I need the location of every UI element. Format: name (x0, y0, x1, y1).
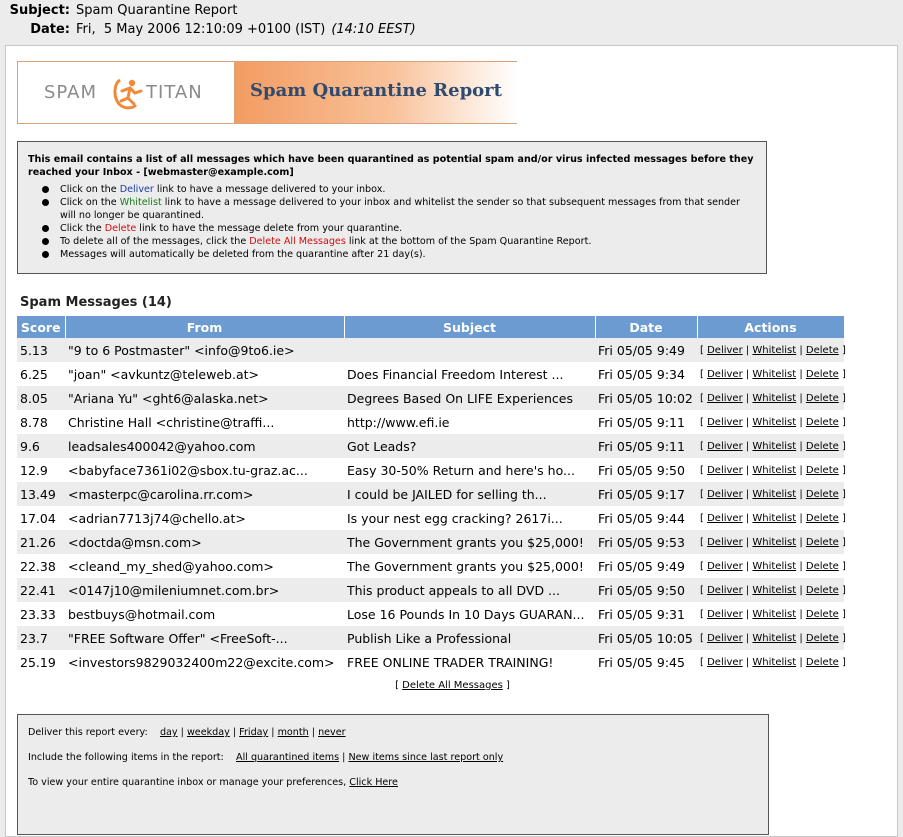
separator: | (796, 416, 806, 428)
from-cell: leadsales400042@yahoo.com (65, 434, 344, 458)
column-header-date: Date (595, 316, 697, 338)
separator: | (796, 464, 806, 476)
logo-text-spam: SPAM (44, 82, 97, 103)
bracket-text: ] (838, 344, 846, 356)
column-header-score: Score (17, 316, 65, 338)
instruction-item (28, 183, 756, 196)
whitelist-link[interactable]: Whitelist (752, 488, 797, 500)
separator: | (796, 392, 806, 404)
deliver-link[interactable]: Deliver (707, 344, 743, 356)
table-row (17, 578, 844, 602)
instruction-text: link to have a message delivered to your inbox. (153, 184, 386, 195)
bracket-text: [ (700, 536, 708, 548)
delete-link[interactable]: Delete (805, 560, 839, 572)
score-cell: 8.78 (17, 410, 65, 434)
bracket-text: [ (700, 344, 708, 356)
delete-link[interactable]: Delete (805, 464, 839, 476)
subject-cell: Easy 30-50% Return and here's ho... (344, 458, 595, 482)
from-cell: <adrian7713j74@chello.at> (65, 506, 344, 530)
logo-text-titan: TITAN (146, 82, 203, 103)
date-cell: Fri 05/05 9:34 (595, 362, 697, 386)
delete-all-row (6, 680, 899, 691)
instruction-text: Click the (60, 223, 105, 234)
table-row (17, 602, 844, 626)
table-row (17, 506, 844, 530)
spamtitan-logo (18, 62, 235, 123)
deliver-link[interactable]: Deliver (707, 440, 743, 452)
delete-link[interactable]: Delete (805, 608, 839, 620)
subject-cell: This product appeals to all DVD ... (344, 578, 595, 602)
date-cell: Fri 05/05 9:50 (595, 458, 697, 482)
actions-cell (697, 458, 844, 482)
instruction-text: Click on the (60, 197, 120, 208)
separator: | (742, 488, 753, 500)
separator: | (742, 608, 753, 620)
from-cell: <investors9829032400m22@excite.com> (65, 650, 344, 674)
score-cell: 17.04 (17, 506, 65, 530)
score-cell: 9.6 (17, 434, 65, 458)
separator: | (796, 608, 806, 620)
whitelist-link[interactable]: Whitelist (752, 440, 797, 452)
deliver-link[interactable]: Deliver (707, 560, 743, 572)
bracket-text: [ (700, 488, 708, 500)
subject-cell: FREE ONLINE TRADER TRAINING! (344, 650, 595, 674)
bracket-text: ] (838, 440, 846, 452)
delete-link[interactable]: Delete (805, 488, 839, 500)
deliver-link[interactable]: Deliver (707, 584, 743, 596)
instruction-text: link to have the message delete from your quarantine. (136, 223, 403, 234)
bracket-text: ] (838, 536, 846, 548)
date-cell: Fri 05/05 9:17 (595, 482, 697, 506)
report-banner (17, 61, 517, 124)
deliver-link[interactable]: Deliver (707, 488, 743, 500)
delete-keyword: Delete (104, 223, 137, 234)
frequency-never-link[interactable]: never (318, 727, 346, 738)
bracket-text: ] (838, 488, 846, 500)
subject-label: Subject: (9, 3, 70, 18)
actions-cell (697, 650, 844, 674)
bracket-text: [ (700, 440, 708, 452)
frequency-row (28, 727, 346, 738)
bracket-text: [ (700, 464, 708, 476)
table-row (17, 554, 844, 578)
separator: | (268, 727, 278, 738)
date-label: Date: (30, 22, 70, 37)
banner-title-area (235, 62, 517, 123)
frequency-label: Deliver this report every: (28, 727, 148, 738)
deliver-link[interactable]: Deliver (707, 416, 743, 428)
table-row (17, 434, 844, 458)
table-row (17, 338, 844, 362)
deliver-link[interactable]: Deliver (707, 512, 743, 524)
separator: | (796, 584, 806, 596)
delete-link[interactable]: Delete (805, 392, 839, 404)
bullet-icon (42, 186, 49, 193)
subject-cell: Is your nest egg cracking? 2617i... (344, 506, 595, 530)
date-cell: Fri 05/05 9:11 (595, 410, 697, 434)
column-header-subject: Subject (344, 316, 595, 338)
date-row (0, 21, 416, 39)
separator: | (742, 560, 753, 572)
bracket-text: ] (838, 584, 846, 596)
whitelist-link[interactable]: Whitelist (752, 416, 797, 428)
bracket-text: [ (700, 608, 708, 620)
bracket-text: ] (838, 368, 846, 380)
table-row (17, 626, 844, 650)
table-row (17, 410, 844, 434)
separator: | (796, 368, 806, 380)
score-cell: 5.13 (17, 338, 65, 362)
actions-cell (697, 554, 844, 578)
bracket-text: [ (700, 392, 708, 404)
subject-cell: Does Financial Freedom Interest ... (344, 362, 595, 386)
bracket-text: [ (700, 560, 708, 572)
instruction-text: link to have a message delivered to your inbox and whitelist the sender so that subsequent messages from that sender will no longer be quarantined. (60, 197, 740, 221)
subject-cell: http://www.efi.ie (344, 410, 595, 434)
actions-cell (697, 338, 844, 362)
from-cell: "9 to 6 Postmaster" <info@9to6.ie> (65, 338, 344, 362)
table-row (17, 362, 844, 386)
bracket-text: [ (700, 656, 708, 668)
deliver-link[interactable]: Deliver (707, 632, 743, 644)
instruction-item (28, 222, 756, 235)
whitelist-link[interactable]: Whitelist (752, 392, 797, 404)
separator: | (796, 656, 806, 668)
separator: | (796, 512, 806, 524)
instructions-heading: This email contains a list of all messages which have been quarantined as potential spam and/or virus infected messages before they reached your Inbox - [webmaster@example.com] (28, 154, 754, 178)
from-cell: "Ariana Yu" <ght6@alaska.net> (65, 386, 344, 410)
whitelist-link[interactable]: Whitelist (752, 656, 797, 668)
whitelist-link[interactable]: Whitelist (752, 536, 797, 548)
date-cell: Fri 05/05 9:49 (595, 554, 697, 578)
separator: | (229, 727, 240, 738)
bracket-text: [ (700, 584, 708, 596)
instructions-list (28, 183, 756, 261)
include-new-link[interactable]: New items since last report only (348, 752, 504, 763)
spam-messages-heading: Spam Messages (14) (20, 295, 172, 310)
instruction-item (28, 248, 756, 261)
bracket-text: [ (395, 680, 403, 691)
actions-cell (697, 434, 844, 458)
score-cell: 8.05 (17, 386, 65, 410)
bracket-text: [ (700, 632, 708, 644)
table-row (17, 530, 844, 554)
table-row (17, 458, 844, 482)
date-cell: Fri 05/05 9:50 (595, 578, 697, 602)
date-local-value: (14:10 EEST) (331, 22, 416, 37)
table-body (17, 338, 844, 674)
actions-cell (697, 410, 844, 434)
actions-cell (697, 386, 844, 410)
separator: | (796, 488, 806, 500)
separator: | (796, 632, 806, 644)
separator: | (177, 727, 187, 738)
actions-cell (697, 482, 844, 506)
date-cell: Fri 05/05 9:45 (595, 650, 697, 674)
from-cell: <cleand_my_shed@yahoo.com> (65, 554, 344, 578)
separator: | (742, 464, 753, 476)
include-row (28, 752, 503, 763)
instruction-item (28, 235, 756, 248)
include-label: Include the following items in the report: (28, 752, 224, 763)
preferences-box (17, 714, 769, 835)
separator: | (796, 536, 806, 548)
delete-link[interactable]: Delete (805, 656, 839, 668)
subject-cell: I could be JAILED for selling th... (344, 482, 595, 506)
report-title: Spam Quarantine Report (250, 80, 502, 101)
frequency-weekday-link[interactable]: weekday (186, 727, 230, 738)
spam-messages-table (17, 316, 845, 674)
separator: | (339, 752, 349, 763)
date-cell: Fri 05/05 9:49 (595, 338, 697, 362)
separator: | (796, 440, 806, 452)
delete-link[interactable]: Delete (805, 368, 839, 380)
instruction-text: Messages will automatically be deleted from the quarantine after 21 day(s). (60, 249, 426, 260)
from-cell: Christine Hall <christine@traffi... (65, 410, 344, 434)
from-cell: <0147j10@mileniumnet.com.br> (65, 578, 344, 602)
bracket-text: ] (838, 464, 846, 476)
runner-logo-icon (110, 74, 146, 112)
subject-cell: Got Leads? (344, 434, 595, 458)
whitelist-link[interactable]: Whitelist (752, 464, 797, 476)
subject-cell (344, 338, 595, 362)
score-cell: 22.38 (17, 554, 65, 578)
date-cell: Fri 05/05 9:53 (595, 530, 697, 554)
bracket-text: ] (838, 632, 846, 644)
score-cell: 23.7 (17, 626, 65, 650)
instruction-item (28, 196, 756, 222)
subject-cell: The Government grants you $25,000! (344, 554, 595, 578)
column-header-actions: Actions (697, 316, 844, 338)
separator: | (796, 560, 806, 572)
subject-cell: Lose 16 Pounds In 10 Days GUARAN... (344, 602, 595, 626)
date-cell: Fri 05/05 10:02 (595, 386, 697, 410)
whitelist-link[interactable]: Whitelist (752, 584, 797, 596)
actions-cell (697, 362, 844, 386)
separator: | (742, 512, 753, 524)
delete-link[interactable]: Delete (805, 344, 839, 356)
deliver-link[interactable]: Deliver (707, 368, 743, 380)
email-header (0, 0, 903, 44)
bracket-text: ] (838, 416, 846, 428)
date-cell: Fri 05/05 10:05 (595, 626, 697, 650)
deliver-link[interactable]: Deliver (707, 656, 743, 668)
email-body (5, 45, 898, 837)
deliver-keyword: Deliver (119, 184, 154, 195)
actions-cell (697, 626, 844, 650)
deliver-link[interactable]: Deliver (707, 392, 743, 404)
separator: | (742, 656, 753, 668)
deliver-link[interactable]: Deliver (707, 464, 743, 476)
bracket-text: ] (838, 656, 846, 668)
click-here-link[interactable]: Click Here (349, 777, 398, 788)
delete-link[interactable]: Delete (805, 416, 839, 428)
separator: | (742, 368, 753, 380)
subject-cell: The Government grants you $25,000! (344, 530, 595, 554)
frequency-day-link[interactable]: day (159, 727, 178, 738)
subject-value: Spam Quarantine Report (76, 3, 238, 18)
delete-link[interactable]: Delete (805, 536, 839, 548)
score-cell: 13.49 (17, 482, 65, 506)
from-cell: <doctda@msn.com> (65, 530, 344, 554)
from-cell: "joan" <avkuntz@teleweb.at> (65, 362, 344, 386)
whitelist-link[interactable]: Whitelist (752, 608, 797, 620)
actions-cell (697, 506, 844, 530)
table-header-row (17, 316, 844, 338)
whitelist-link[interactable]: Whitelist (752, 560, 797, 572)
actions-cell (697, 530, 844, 554)
from-cell: <masterpc@carolina.rr.com> (65, 482, 344, 506)
date-value: Fri, 5 May 2006 12:10:09 +0100 (IST) (76, 22, 326, 37)
whitelist-keyword: Whitelist (119, 197, 162, 208)
instructions-box (17, 141, 767, 274)
subject-cell: Degrees Based On LIFE Experiences (344, 386, 595, 410)
bullet-icon (42, 238, 49, 245)
whitelist-link[interactable]: Whitelist (752, 512, 797, 524)
delete-link[interactable]: Delete (805, 584, 839, 596)
table-row (17, 386, 844, 410)
view-inbox-label: To view your entire quarantine inbox or manage your preferences, (28, 777, 347, 788)
delete-all-keyword: Delete All Messages (249, 236, 346, 247)
score-cell: 6.25 (17, 362, 65, 386)
instruction-text: To delete all of the messages, click the (60, 236, 250, 247)
bracket-text: [ (700, 416, 708, 428)
from-cell: "FREE Software Offer" <FreeSoft-... (65, 626, 344, 650)
bracket-text: ] (838, 608, 846, 620)
bullet-icon (42, 199, 49, 206)
whitelist-link[interactable]: Whitelist (752, 344, 797, 356)
bracket-text: ] (838, 512, 846, 524)
date-cell: Fri 05/05 9:31 (595, 602, 697, 626)
score-cell: 22.41 (17, 578, 65, 602)
date-cell: Fri 05/05 9:44 (595, 506, 697, 530)
frequency-month-link[interactable]: month (277, 727, 309, 738)
bullet-icon (42, 251, 49, 258)
separator: | (308, 727, 319, 738)
bracket-text: ] (502, 680, 510, 691)
from-cell: <babyface7361i02@sbox.tu-graz.ac... (65, 458, 344, 482)
deliver-link[interactable]: Deliver (707, 608, 743, 620)
score-cell: 25.19 (17, 650, 65, 674)
bracket-text: ] (838, 560, 846, 572)
bracket-text: [ (700, 368, 708, 380)
instruction-text: Click on the (60, 184, 120, 195)
bullet-icon (42, 225, 49, 232)
score-cell: 12.9 (17, 458, 65, 482)
whitelist-link[interactable]: Whitelist (752, 368, 797, 380)
view-inbox-row (28, 777, 398, 788)
separator: | (742, 632, 753, 644)
table-row (17, 482, 844, 506)
bracket-text: ] (838, 392, 846, 404)
from-cell: bestbuys@hotmail.com (65, 602, 344, 626)
frequency-friday-link[interactable]: Friday (239, 727, 269, 738)
delete-link[interactable]: Delete (805, 440, 839, 452)
separator: | (742, 344, 753, 356)
score-cell: 21.26 (17, 530, 65, 554)
delete-link[interactable]: Delete (805, 512, 839, 524)
separator: | (742, 416, 753, 428)
whitelist-link[interactable]: Whitelist (752, 632, 797, 644)
separator: | (796, 344, 806, 356)
delete-all-messages-link[interactable]: Delete All Messages (402, 680, 503, 691)
subject-cell: Publish Like a Professional (344, 626, 595, 650)
separator: | (742, 440, 753, 452)
subject-row (0, 2, 237, 20)
table-row (17, 650, 844, 674)
deliver-link[interactable]: Deliver (707, 536, 743, 548)
instruction-text: link at the bottom of the Spam Quarantine Report. (345, 236, 592, 247)
date-cell: Fri 05/05 9:11 (595, 434, 697, 458)
separator: | (742, 536, 753, 548)
actions-cell (697, 602, 844, 626)
bracket-text: [ (700, 512, 708, 524)
actions-cell (697, 578, 844, 602)
include-all-link[interactable]: All quarantined items (236, 752, 340, 763)
separator: | (742, 584, 753, 596)
separator: | (742, 392, 753, 404)
delete-link[interactable]: Delete (805, 632, 839, 644)
score-cell: 23.33 (17, 602, 65, 626)
column-header-from: From (65, 316, 344, 338)
